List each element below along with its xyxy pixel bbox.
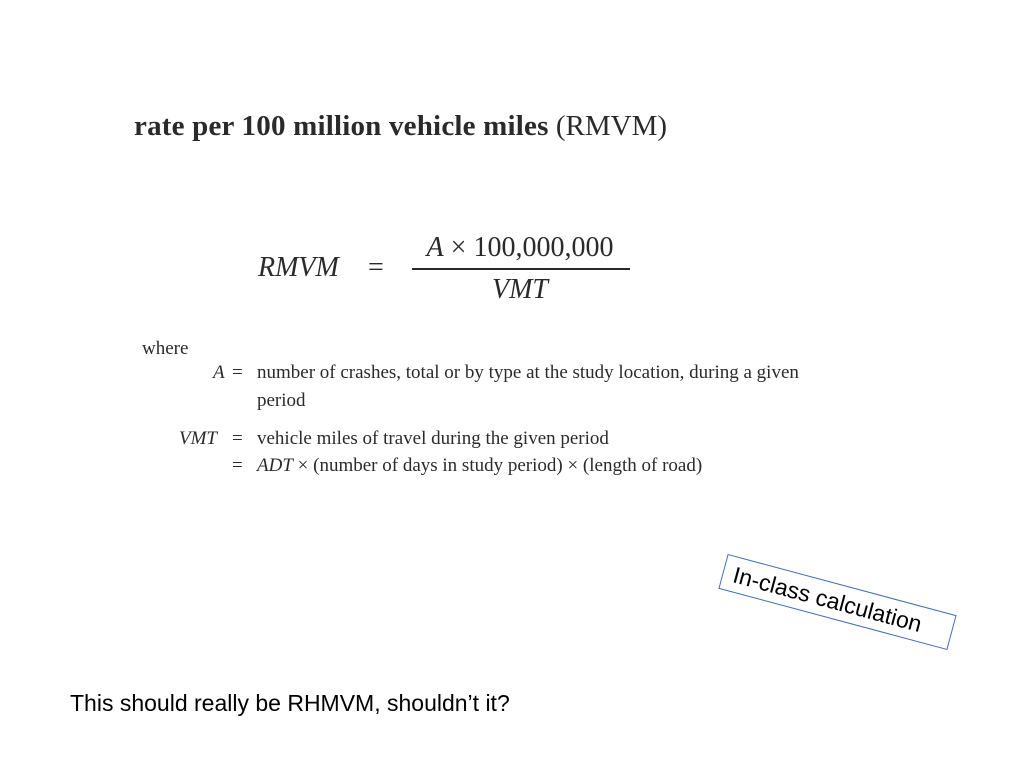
vmt-equals: = xyxy=(232,428,243,449)
formula-lhs: RMVM xyxy=(258,252,339,283)
numerator-variable: A xyxy=(426,232,444,263)
formula-denominator: VMT xyxy=(492,274,548,305)
a-symbol xyxy=(213,362,225,384)
footnote: This should really be RHMVM, shouldn’t it? xyxy=(70,690,510,716)
a-definition-line1: number of crashes, total or by type at the study location, during a given xyxy=(257,362,799,383)
vmt-symbol-text: VMT xyxy=(179,428,217,449)
a-equals: = xyxy=(232,362,243,383)
vmt-line2-equals: = xyxy=(232,455,243,476)
where-label: where xyxy=(142,338,189,359)
numerator-rest: × 100,000,000 xyxy=(450,232,614,263)
a-definition-line2: period xyxy=(257,390,306,411)
adt-symbol: ADT xyxy=(257,455,293,476)
heading-bold-text: rate per 100 million vehicle miles xyxy=(134,110,549,142)
vmt-definition: vehicle miles of travel during the given period xyxy=(257,428,609,449)
a-symbol-text: A xyxy=(213,362,225,383)
vmt-symbol xyxy=(179,428,217,450)
stamp-text: In-class calculation xyxy=(730,561,925,638)
vmt-line2 xyxy=(257,455,702,477)
vmt-line2-rest: × (number of days in study period) × (length of road) xyxy=(297,455,703,476)
formula-equals: = xyxy=(368,252,384,283)
heading-abbrev: (RMVM) xyxy=(555,110,668,142)
